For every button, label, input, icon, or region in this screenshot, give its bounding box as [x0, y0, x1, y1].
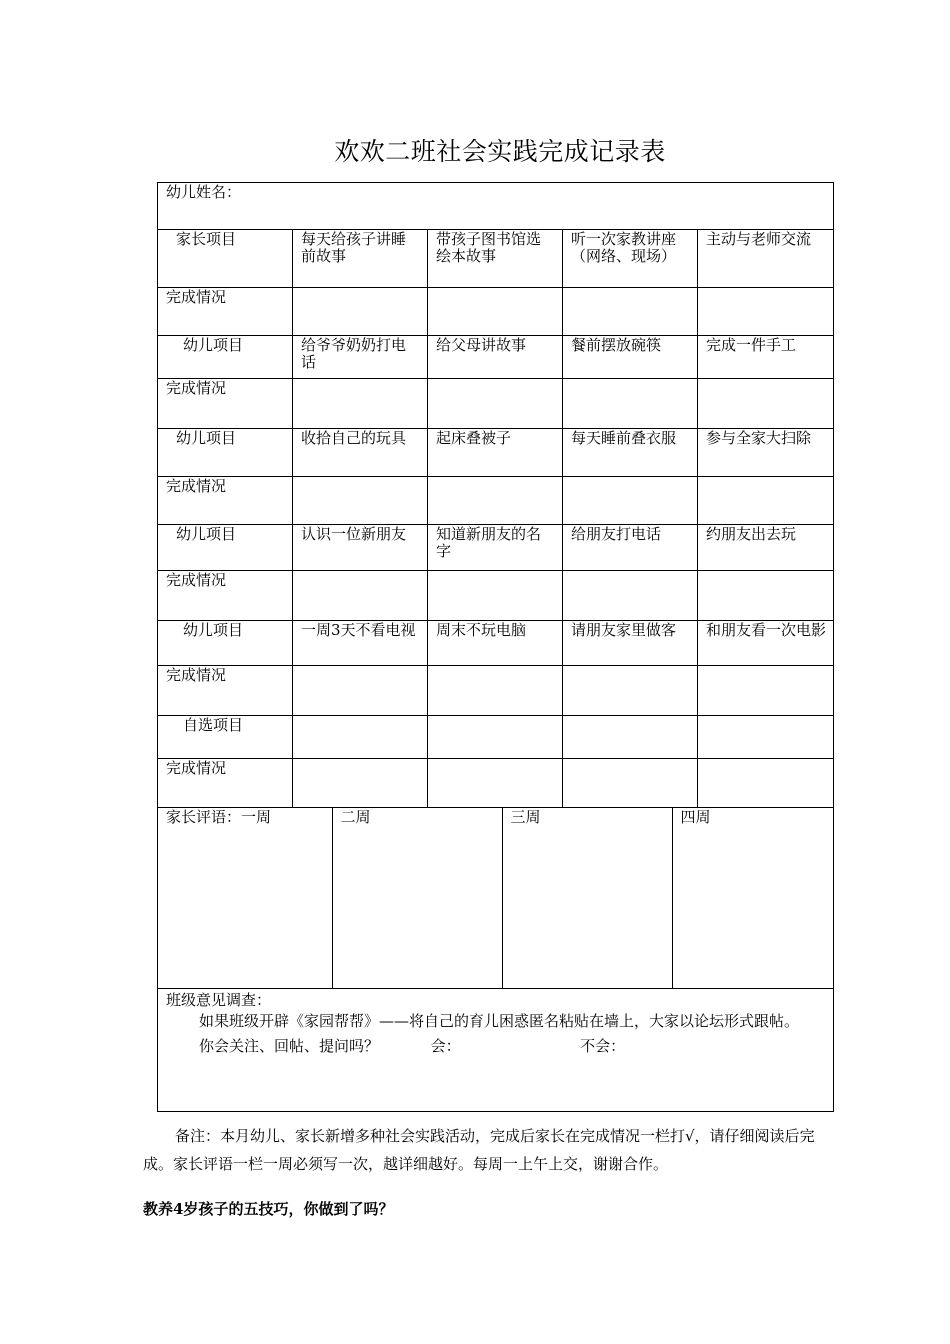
item-cell: 给爷爷奶奶打电话: [293, 336, 428, 379]
completion-cell[interactable]: [698, 288, 834, 336]
row-label: 幼儿项目: [158, 429, 293, 477]
completion-cell[interactable]: [563, 379, 698, 429]
completion-cell[interactable]: [698, 666, 834, 716]
completion-cell[interactable]: [293, 571, 428, 621]
table-row: [158, 621, 834, 666]
completion-cell[interactable]: [563, 288, 698, 336]
row-label: 自选项目: [158, 716, 293, 759]
item-cell[interactable]: [428, 716, 563, 759]
item-cell: 每天给孩子讲睡前故事: [293, 230, 428, 288]
item-cell: 每天睡前叠衣服: [563, 429, 698, 477]
page-title: 欢欢二班社会实践完成记录表: [334, 137, 666, 166]
item-cell: 请朋友家里做客: [563, 621, 698, 666]
item-cell: 知道新朋友的名字: [428, 525, 563, 571]
item-cell: 约朋友出去玩: [698, 525, 834, 571]
item-cell: 一周3天不看电视: [293, 621, 428, 666]
comment-week1[interactable]: [158, 808, 332, 988]
item-cell: 餐前摆放碗筷: [563, 336, 698, 379]
completion-row: [158, 379, 834, 429]
completion-cell[interactable]: [428, 571, 563, 621]
item-cell: 参与全家大扫除: [698, 429, 834, 477]
completion-cell[interactable]: [428, 666, 563, 716]
completion-cell[interactable]: [428, 759, 563, 808]
completion-row: [158, 666, 834, 716]
table-row: [158, 336, 834, 379]
child-name-field[interactable]: [158, 183, 834, 230]
comment-week3[interactable]: [502, 808, 672, 988]
survey-yes-option[interactable]: 会：: [430, 1037, 461, 1055]
table-row: [158, 429, 834, 477]
comment-week3-label: 三周: [510, 808, 541, 826]
completion-cell[interactable]: [563, 666, 698, 716]
completion-cell[interactable]: [698, 477, 834, 525]
completion-label: 完成情况: [158, 666, 293, 716]
completion-cell[interactable]: [293, 379, 428, 429]
completion-cell[interactable]: [293, 477, 428, 525]
section-heading: 教养4岁孩子的五技巧，你做到了吗？: [143, 1200, 394, 1218]
completion-row: [158, 288, 834, 336]
table-row: [158, 525, 834, 571]
completion-cell[interactable]: [428, 379, 563, 429]
survey-question: 你会关注、回帖、提问吗？: [199, 1037, 380, 1055]
completion-label: 完成情况: [158, 571, 293, 621]
completion-cell[interactable]: [698, 571, 834, 621]
item-cell: 给父母讲故事: [428, 336, 563, 379]
item-cell: 周末不玩电脑: [428, 621, 563, 666]
completion-row: [158, 477, 834, 525]
completion-cell[interactable]: [698, 379, 834, 429]
completion-cell[interactable]: [563, 759, 698, 808]
completion-cell[interactable]: [563, 571, 698, 621]
completion-label: 完成情况: [158, 477, 293, 525]
comment-week2[interactable]: [332, 808, 502, 988]
item-cell: 给朋友打电话: [563, 525, 698, 571]
survey-body: 如果班级开辟《家园帮帮》——将自己的育儿困惑匿名粘贴在墙上，大家以论坛形式跟帖。: [199, 1012, 800, 1030]
record-table: [157, 182, 834, 1112]
comment-week4[interactable]: [672, 808, 833, 988]
item-cell: 主动与老师交流: [698, 230, 834, 288]
completion-label: 完成情况: [158, 288, 293, 336]
completion-label: 完成情况: [158, 759, 293, 808]
row-label: 家长项目: [158, 230, 293, 288]
item-cell[interactable]: [293, 716, 428, 759]
completion-cell[interactable]: [563, 477, 698, 525]
survey-heading: 班级意见调查：: [166, 991, 272, 1009]
remark-note: 备注：本月幼儿、家长新增多种社会实践活动，完成后家长在完成情况一栏打√，请仔细阅读后完成。家长评语一栏一周必须写一次，越详细越好。每周一上午上交，谢谢合作。: [143, 1127, 815, 1173]
item-cell: 带孩子图书馆选绘本故事: [428, 230, 563, 288]
comment-week2-label: 二周: [340, 808, 371, 826]
row-label: 幼儿项目: [158, 525, 293, 571]
item-cell[interactable]: [698, 716, 834, 759]
child-name-label: 幼儿姓名：: [166, 183, 242, 201]
completion-cell[interactable]: [293, 759, 428, 808]
completion-cell[interactable]: [428, 288, 563, 336]
table-row: [158, 230, 834, 288]
survey-no-option[interactable]: 不会：: [580, 1037, 626, 1055]
completion-label: 完成情况: [158, 379, 293, 429]
completion-cell[interactable]: [428, 477, 563, 525]
parent-comment-row: [158, 808, 834, 989]
completion-row: [158, 571, 834, 621]
completion-cell[interactable]: [698, 759, 834, 808]
comment-week4-label: 四周: [680, 808, 711, 826]
item-cell[interactable]: [563, 716, 698, 759]
completion-cell[interactable]: [293, 288, 428, 336]
item-cell: 收拾自己的玩具: [293, 429, 428, 477]
comment-week1-label: 家长评语：一周: [166, 808, 272, 826]
item-cell: 和朋友看一次电影: [698, 621, 834, 666]
completion-cell[interactable]: [293, 666, 428, 716]
survey-row: [158, 989, 834, 1112]
row-label: 幼儿项目: [158, 621, 293, 666]
item-cell: 听一次家教讲座（网络、现场）: [563, 230, 698, 288]
completion-row: [158, 759, 834, 808]
table-row: [158, 716, 834, 759]
item-cell: 完成一件手工: [698, 336, 834, 379]
item-cell: 认识一位新朋友: [293, 525, 428, 571]
item-cell: 起床叠被子: [428, 429, 563, 477]
row-label: 幼儿项目: [158, 336, 293, 379]
